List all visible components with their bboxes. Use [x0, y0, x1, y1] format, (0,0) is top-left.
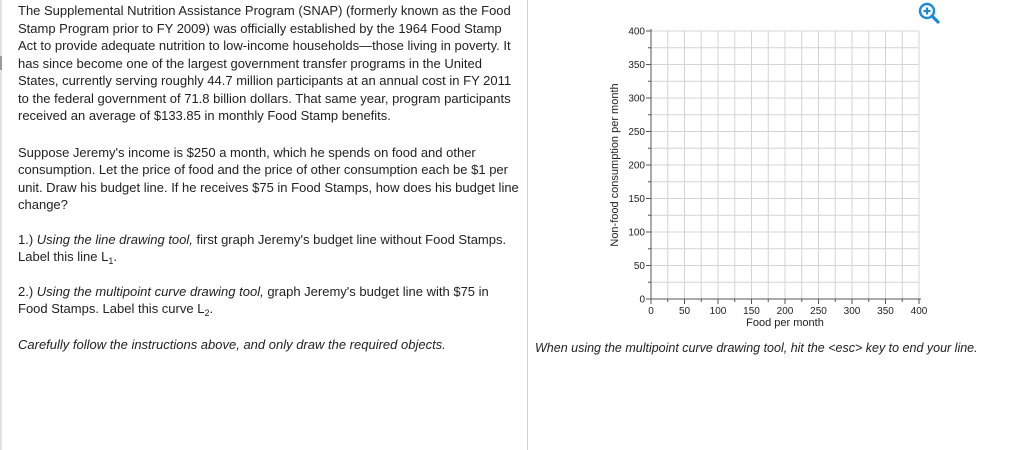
y-tick-label: 0: [639, 294, 645, 306]
y-axis-label: Non-food consumption per month: [609, 83, 621, 247]
y-tick-label: 300: [628, 93, 645, 105]
q2-label-sub: 2: [204, 308, 210, 318]
x-tick-label: 250: [810, 306, 827, 317]
x-tick-label: 50: [678, 306, 691, 317]
instructions-note: Carefully follow the instructions above, and only draw the required objects.: [18, 336, 446, 352]
budget-graph[interactable]: [596, 0, 936, 340]
q1-tool: Using the line drawing tool,: [36, 231, 193, 247]
x-tick-label: 100: [709, 306, 727, 317]
zoom-in-icon: [917, 1, 941, 25]
q2-tool: Using the multipoint curve drawing tool,: [36, 283, 264, 299]
q2-number: 2.): [18, 283, 34, 299]
y-tick-label: 200: [628, 160, 645, 172]
q1-number: 1.): [18, 231, 34, 247]
y-tick-label: 50: [633, 261, 645, 272]
scenario-paragraph: Suppose Jeremy's income is $250 a month, which he spends on food and other consumption. Let the price of food and the price of other consumption each be $1 per unit. Draw his budget line. If he receives $75 in Food Stamps, how does his budget line change?: [18, 144, 519, 212]
x-tick-label: 150: [743, 306, 760, 317]
x-tick-label: 200: [776, 306, 794, 317]
x-tick-label: 0: [648, 306, 654, 317]
y-tick-label: 350: [628, 60, 645, 71]
left-edge-handle[interactable]: [0, 56, 2, 70]
graph-footer-note: When using the multipoint curve drawing tool, hit the <esc> key to end your line.: [535, 341, 978, 355]
question-2: [18, 283, 520, 318]
q2-end: .: [209, 301, 214, 316]
q1-end: .: [113, 249, 117, 264]
zoom-in-button[interactable]: [917, 1, 941, 25]
y-tick-label: 150: [628, 194, 645, 205]
q1-label-sub: 1: [108, 256, 114, 266]
x-axis-label: Food per month: [746, 317, 824, 329]
q1-label-letter: L: [101, 249, 109, 264]
x-tick-label: 350: [877, 306, 894, 317]
q2-text: graph Jeremy's budget line with $75 in Food Stamps. Label this curve: [18, 283, 489, 316]
intro-paragraph: The Supplemental Nutrition Assistance Program (SNAP) (formerly known as the Food Stamp Program prior to FY 2009) was officially established by the 1964 Food Stamp Act to provide adequate nutrition to low-income households—those living in poverty. It has since become one of the largest government transfer programs in the United States, currently serving roughly 44.7 million participants at an annual cost in FY 2011 to the federal government of 71.8 billion dollars. That same year, program participants received an average of $133.85 in monthly Food Stamp benefits.: [18, 3, 512, 123]
y-tick-label: 250: [628, 127, 645, 138]
y-tick-label: 400: [628, 26, 645, 38]
x-tick-label: 300: [843, 306, 861, 317]
y-tick-label: 100: [628, 227, 645, 239]
question-panel: [18, 2, 520, 353]
panel-divider: [527, 0, 528, 450]
question-1: [18, 231, 520, 266]
q2-label-letter: L: [197, 301, 205, 316]
x-tick-label: 400: [910, 306, 928, 317]
graph-canvas[interactable]: [596, 0, 936, 340]
q1-text: first graph Jeremy's budget line without Food Stamps. Label this line: [18, 231, 507, 264]
